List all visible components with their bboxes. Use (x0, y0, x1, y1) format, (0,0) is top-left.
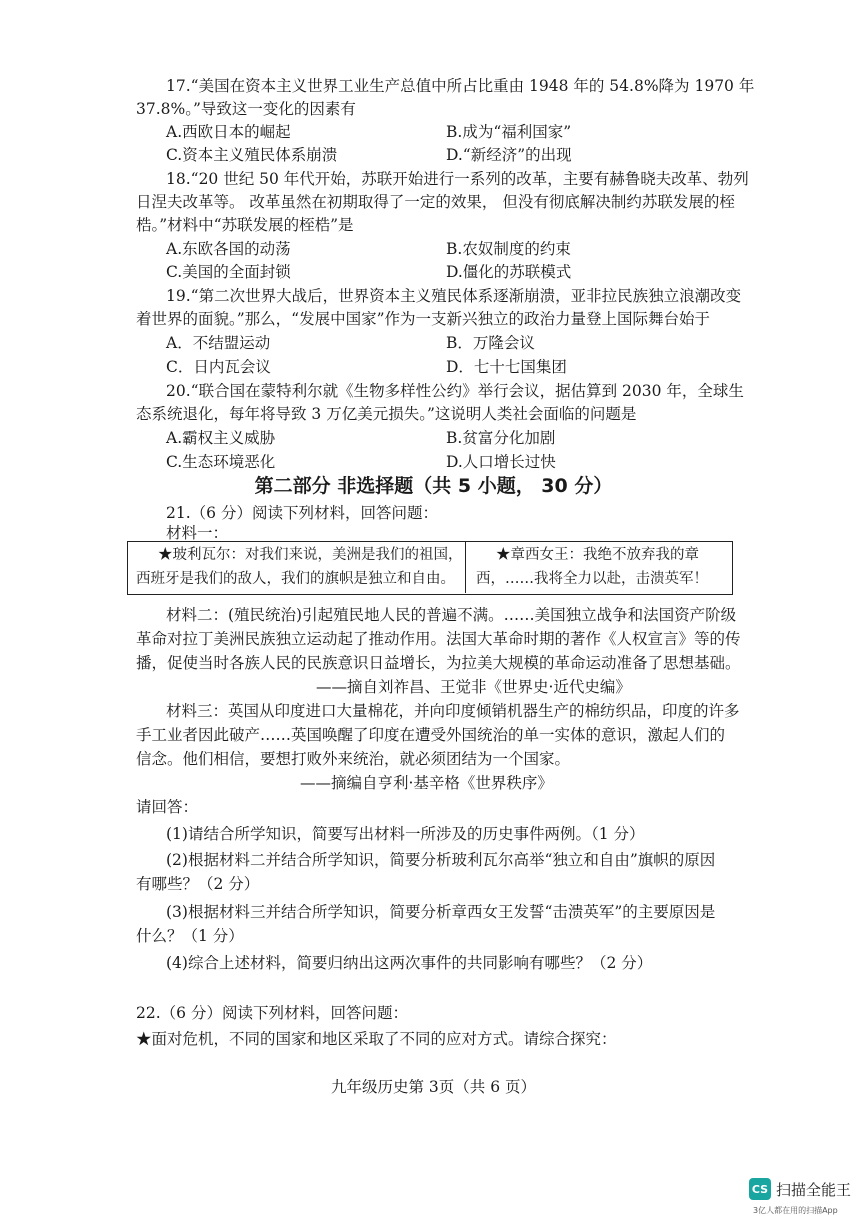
camscanner-tagline: 3亿人都在用的扫描App (753, 1206, 838, 1215)
q19-stem-line2: 着世界的面貌。”那么，“发展中国家”作为一支新兴独立的政治力量登上国际舞台始于 (136, 310, 711, 328)
q21-material2-line3: 播，促使当时各族人民的民族意识日益增长，为拉美大规模的革命运动准备了思想基础。 (136, 654, 741, 672)
material1-table-divider (465, 541, 466, 593)
q20-option-a: A.霸权主义威胁 (166, 429, 276, 447)
q21-material2-source: ——摘自刘祚昌、王觉非《世界史·近代史编》 (316, 678, 631, 696)
q19-option-d: D．七十七国集团 (446, 358, 567, 376)
q17-stem-line1: 17.“美国在资本主义世界工业生产总值中所占比重由 1948 年的 54.8%降为 1970 年 (166, 77, 755, 95)
q18-option-d: D.僵化的苏联模式 (446, 263, 572, 281)
q21-material2-line1: 材料二：(殖民统治)引起殖民地人民的普遍不满。……美国独立战争和法国资产阶级 (166, 606, 737, 624)
q18-stem-line1: 18.“20 世纪 50 年代开始，苏联开始进行一系列的改革，主要有赫鲁晓夫改革、勃列 (166, 170, 749, 188)
q20-option-d: D.人口增长过快 (446, 453, 556, 471)
q19-option-b: B．万隆会议 (446, 334, 535, 352)
q21-material2-line2: 革命对拉丁美洲民族独立运动起了推动作用。法国大革命时期的著作《人权宣言》等的传 (136, 630, 741, 648)
material1-jhansi-line2: 西，……我将全力以赴，击溃英军！ (476, 571, 708, 587)
page-footer: 九年级历史第 3页（共 6 页） (330, 1078, 536, 1096)
q22-intro: 22.（6 分）阅读下列材料，回答问题： (136, 1004, 408, 1022)
q19-stem-line1: 19.“第二次世界大战后，世界资本主义殖民体系逐渐崩溃，亚非拉民族独立浪潮改变 (166, 287, 742, 305)
q21-material3-line2: 手工业者因此破产……英国唤醒了印度在遭受外国统治的单一实体的意识，激起人们的 (136, 726, 726, 744)
material1-bolivar-line1: ★玻利瓦尔：对我们来说，美洲是我们的祖国， (158, 547, 463, 563)
q21-subq3-line2: 什么？（1 分） (136, 927, 244, 945)
q21-material3-line1: 材料三：英国从印度进口大量棉花，并向印度倾销机器生产的棉纺织品，印度的许多 (166, 702, 740, 720)
q20-stem-line2: 态系统退化，每年将导致 3 万亿美元损失。”这说明人类社会面临的问题是 (136, 405, 637, 423)
q21-please-answer: 请回答： (136, 798, 199, 816)
q20-option-b: B.贫富分化加剧 (446, 429, 556, 447)
q19-option-c: C．日内瓦会议 (166, 358, 271, 376)
q21-subq1: (1)请结合所学知识，简要写出材料一所涉及的历史事件两例。（1 分） (166, 825, 645, 843)
q21-subq2-line2: 有哪些？（2 分） (136, 875, 260, 893)
q18-option-b: B.农奴制度的约束 (446, 240, 571, 258)
q17-option-d: D.“新经济”的出现 (446, 146, 572, 164)
q21-material3-source: ——摘编自亨利·基辛格《世界秩序》 (300, 774, 553, 792)
q20-option-c: C.生态环境恶化 (166, 453, 276, 471)
q21-material1-label: 材料一： (166, 524, 229, 542)
q17-option-b: B.成为“福利国家” (446, 123, 572, 141)
scanner-watermark (749, 1178, 851, 1200)
q21-intro: 21.（6 分）阅读下列材料，回答问题： (166, 504, 438, 522)
q17-option-c: C.资本主义殖民体系崩溃 (166, 146, 338, 164)
q21-subq4: (4)综合上述材料，简要归纳出这两次事件的共同影响有哪些？（2 分） (166, 954, 653, 972)
q18-option-a: A.东欧各国的动荡 (166, 240, 291, 258)
q17-option-a: A.西欧日本的崛起 (166, 123, 291, 141)
q19-option-a: A．不结盟运动 (166, 334, 271, 352)
section-2-title: 第二部分 非选择题（共 5 小题， 30 分） (254, 475, 613, 497)
camscanner-name: 扫描全能王 (776, 1180, 852, 1199)
q20-stem-line1: 20.“联合国在蒙特利尔就《生物多样性公约》举行会议，据估算到 2030 年，全球生 (166, 382, 744, 400)
material1-jhansi-line1: ★章西女王：我绝不放弃我的章 (496, 547, 699, 563)
q18-stem-line3: 梏。”材料中“苏联发展的桎梏”是 (136, 216, 354, 234)
q17-stem-line2: 37.8%。”导致这一变化的因素有 (136, 100, 356, 118)
q21-subq3-line1: (3)根据材料三并结合所学知识，简要分析章西女王发誓“击溃英军”的主要原因是 (166, 903, 716, 921)
q21-subq2-line1: (2)根据材料二并结合所学知识，简要分析玻利瓦尔高举“独立和自由”旗帜的原因 (166, 851, 716, 869)
q18-option-c: C.美国的全面封锁 (166, 263, 291, 281)
material1-bolivar-line2: 西班牙是我们的敌人，我们的旗帜是独立和自由。 (136, 571, 455, 587)
camscanner-logo-icon: CS (749, 1178, 771, 1200)
q18-stem-line2: 日涅夫改革等。 改革虽然在初期取得了一定的效果， 但没有彻底解决制约苏联发展的桎 (136, 193, 735, 211)
q21-material3-line3: 信念。他们相信，要想打败外来统治，就必须团结为一个国家。 (136, 750, 571, 768)
q22-line1: ★面对危机，不同的国家和地区采取了不同的应对方式。请综合探究： (136, 1030, 617, 1048)
